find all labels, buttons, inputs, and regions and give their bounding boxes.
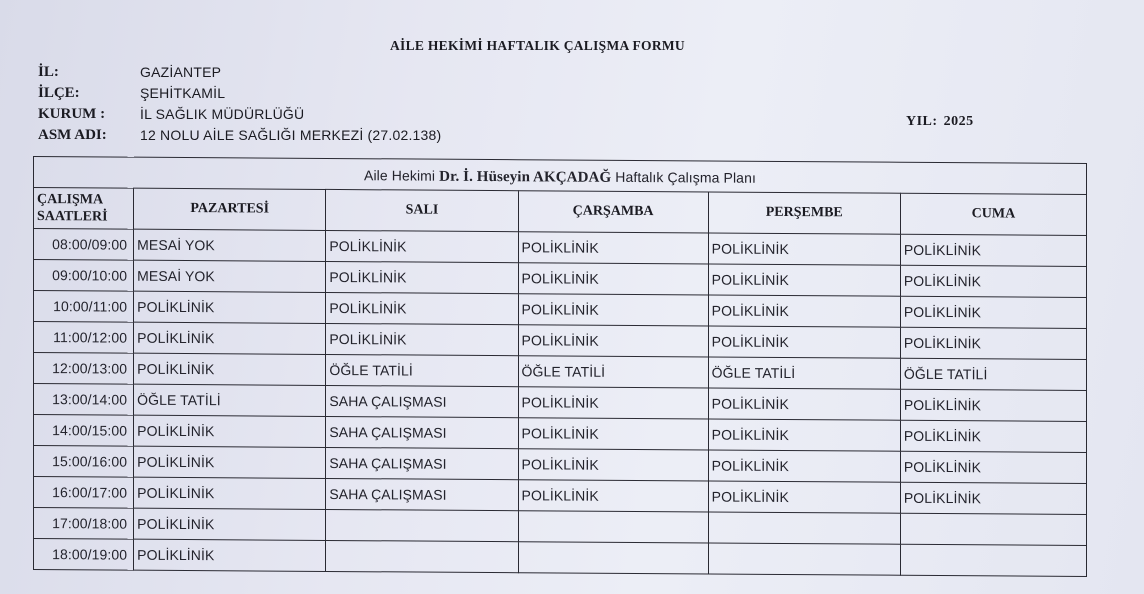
schedule-cell — [900, 513, 1086, 545]
schedule-cell: POLİKLİNİK — [134, 415, 326, 447]
day-header-tuesday: SALI — [326, 189, 518, 231]
hour-cell: 09:00/10:00 — [34, 260, 134, 292]
schedule-cell: POLİKLİNİK — [134, 322, 326, 354]
hour-cell: 15:00/16:00 — [34, 446, 134, 478]
schedule-cell: POLİKLİNİK — [518, 294, 708, 326]
schedule-cell: POLİKLİNİK — [326, 323, 518, 355]
schedule-cell: POLİKLİNİK — [708, 233, 900, 265]
table-header-row — [34, 188, 1087, 236]
hour-cell: 16:00/17:00 — [34, 477, 134, 509]
schedule-cell — [708, 543, 900, 575]
schedule-cell: POLİKLİNİK — [134, 291, 326, 323]
schedule-cell: POLİKLİNİK — [708, 326, 900, 358]
schedule-cell: POLİKLİNİK — [518, 449, 708, 481]
schedule-cell: POLİKLİNİK — [518, 263, 708, 295]
caption-suffix: Haftalık Çalışma Planı — [615, 168, 756, 186]
schedule-cell: POLİKLİNİK — [326, 230, 518, 262]
day-header-monday: PAZARTESİ — [134, 188, 326, 230]
schedule-cell: POLİKLİNİK — [518, 480, 708, 512]
schedule-cell — [708, 512, 900, 544]
info-label: ASM ADI: — [38, 127, 107, 143]
schedule-cell — [518, 511, 708, 543]
info-row-asm — [38, 125, 441, 146]
caption-prefix: Aile Hekimi — [364, 167, 436, 184]
schedule-cell: POLİKLİNİK — [900, 327, 1086, 359]
schedule-cell: ÖĞLE TATİLİ — [134, 384, 326, 416]
schedule-cell: POLİKLİNİK — [134, 477, 326, 509]
schedule-cell — [900, 544, 1086, 576]
info-value-institution: İL SAĞLIK MÜDÜRLÜĞÜ — [140, 106, 305, 122]
hour-cell: 11:00/12:00 — [34, 322, 134, 354]
schedule-cell: POLİKLİNİK — [900, 420, 1086, 452]
day-header-thursday: PERŞEMBE — [708, 192, 900, 234]
schedule-cell: POLİKLİNİK — [134, 353, 326, 385]
schedule-cell: MESAİ YOK — [134, 260, 326, 292]
info-row-kurum — [38, 104, 441, 125]
day-header-wednesday: ÇARŞAMBA — [518, 191, 708, 233]
schedule-cell — [326, 540, 518, 572]
schedule-cell: ÖĞLE TATİLİ — [900, 358, 1086, 390]
schedule-cell: ÖĞLE TATİLİ — [518, 356, 708, 388]
hour-cell: 17:00/18:00 — [34, 508, 134, 540]
schedule-cell — [326, 509, 518, 541]
info-label: KURUM : — [38, 106, 106, 122]
info-label: İLÇE: — [38, 85, 80, 101]
schedule-cell: POLİKLİNİK — [134, 446, 326, 478]
schedule-cell — [518, 542, 708, 574]
info-value-district: ŞEHİTKAMİL — [140, 85, 226, 101]
schedule-cell: POLİKLİNİK — [326, 292, 518, 324]
year-label: YIL: — [906, 114, 938, 129]
hours-header-line1: ÇALIŞMA — [37, 192, 104, 208]
schedule-cell: POLİKLİNİK — [708, 450, 900, 482]
schedule-cell: POLİKLİNİK — [708, 264, 900, 296]
weekly-plan-table — [33, 156, 1087, 577]
schedule-cell: POLİKLİNİK — [518, 232, 708, 264]
schedule-cell: POLİKLİNİK — [900, 296, 1086, 328]
info-value-center: 12 NOLU AİLE SAĞLIĞI MERKEZİ (27.02.138) — [140, 127, 442, 143]
year-field — [906, 114, 974, 130]
schedule-cell: POLİKLİNİK — [708, 481, 900, 513]
schedule-cell: POLİKLİNİK — [518, 387, 708, 419]
table-body — [34, 229, 1087, 577]
schedule-cell: POLİKLİNİK — [134, 508, 326, 540]
schedule-cell: POLİKLİNİK — [900, 482, 1086, 514]
hour-cell: 10:00/11:00 — [34, 291, 134, 323]
schedule-cell: SAHA ÇALIŞMASI — [326, 447, 518, 479]
year-value: 2025 — [943, 114, 974, 129]
schedule-cell: POLİKLİNİK — [900, 265, 1086, 297]
schedule-cell: POLİKLİNİK — [708, 388, 900, 420]
schedule-cell: ÖĞLE TATİLİ — [326, 354, 518, 386]
schedule-cell: ÖĞLE TATİLİ — [708, 357, 900, 389]
hour-cell: 13:00/14:00 — [34, 384, 134, 416]
schedule-cell: POLİKLİNİK — [900, 234, 1086, 266]
schedule-cell: POLİKLİNİK — [518, 325, 708, 357]
day-header-friday: CUMA — [900, 193, 1086, 235]
hour-cell: 08:00/09:00 — [34, 229, 134, 261]
schedule-cell: SAHA ÇALIŞMASI — [326, 385, 518, 417]
info-row-il — [38, 62, 441, 83]
schedule-cell: SAHA ÇALIŞMASI — [326, 478, 518, 510]
hour-cell: 18:00/19:00 — [34, 539, 134, 571]
hours-column-header — [34, 188, 134, 230]
schedule-cell: POLİKLİNİK — [708, 295, 900, 327]
schedule-cell: POLİKLİNİK — [708, 419, 900, 451]
schedule-cell: POLİKLİNİK — [134, 539, 326, 571]
schedule-cell: MESAİ YOK — [134, 229, 326, 261]
hour-cell: 14:00/15:00 — [34, 415, 134, 447]
doctor-name: Dr. İ. Hüseyin AKÇADAĞ — [439, 168, 612, 186]
info-label: İL: — [38, 64, 59, 80]
info-row-ilce — [38, 83, 441, 104]
info-value-province: GAZİANTEP — [140, 64, 222, 80]
schedule-cell: POLİKLİNİK — [900, 451, 1086, 483]
schedule-cell: SAHA ÇALIŞMASI — [326, 416, 518, 448]
table-row — [34, 539, 1087, 577]
schedule-cell: POLİKLİNİK — [900, 389, 1086, 421]
info-block — [38, 62, 441, 146]
hour-cell: 12:00/13:00 — [34, 353, 134, 385]
hours-header-line2: SAATLERİ — [37, 209, 108, 225]
form-title: AİLE HEKİMİ HAFTALIK ÇALIŞMA FORMU — [390, 38, 685, 53]
schedule-cell: POLİKLİNİK — [326, 261, 518, 293]
schedule-cell: POLİKLİNİK — [518, 418, 708, 450]
